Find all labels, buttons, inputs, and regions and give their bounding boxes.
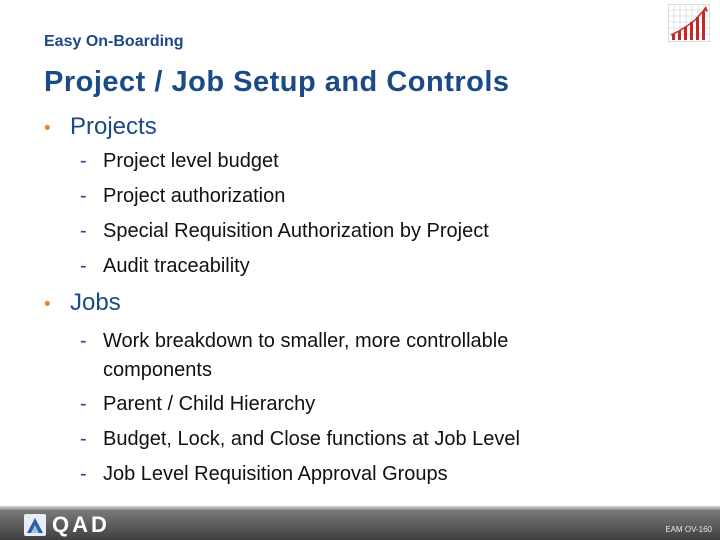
slide-kicker: Easy On-Boarding xyxy=(44,33,184,50)
list-item xyxy=(80,217,640,246)
list-item-text: Project level budget xyxy=(103,150,279,172)
section-projects xyxy=(44,113,157,141)
dash-icon: - xyxy=(80,330,87,352)
qad-logo xyxy=(24,514,124,536)
dash-icon: - xyxy=(80,150,87,172)
bullet-icon: • xyxy=(44,118,51,139)
growth-chart-icon xyxy=(668,4,710,42)
list-item-text: Special Requisition Authorization by Project xyxy=(103,220,489,242)
list-item-text: Budget, Lock, and Close functions at Job Level xyxy=(103,428,520,450)
list-item-text: Audit traceability xyxy=(103,255,250,277)
list-item xyxy=(80,390,640,419)
list-item xyxy=(80,147,640,176)
logo-text: QAD xyxy=(52,512,110,537)
list-item-text: Project authorization xyxy=(103,185,286,207)
dash-icon: - xyxy=(80,463,87,485)
slide-title: Project / Job Setup and Controls xyxy=(44,66,510,98)
dash-icon: - xyxy=(80,220,87,242)
section-jobs xyxy=(44,289,121,317)
dash-icon: - xyxy=(80,393,87,415)
list-item xyxy=(80,460,640,489)
list-item-text: Job Level Requisition Approval Groups xyxy=(103,463,448,485)
qad-logo-icon xyxy=(24,514,46,536)
slide-code: EAM OV-160 xyxy=(665,525,712,534)
dash-icon: - xyxy=(80,428,87,450)
list-item-text: Work breakdown to smaller, more controllable components xyxy=(103,330,509,381)
list-item xyxy=(80,182,640,211)
dash-icon: - xyxy=(80,255,87,277)
list-item xyxy=(80,327,580,385)
dash-icon: - xyxy=(80,185,87,207)
section-label: Projects xyxy=(70,113,157,140)
list-item-text: Parent / Child Hierarchy xyxy=(103,393,316,415)
section-label: Jobs xyxy=(70,289,121,316)
list-item xyxy=(80,252,640,281)
list-item xyxy=(80,425,640,454)
bullet-icon: • xyxy=(44,294,51,315)
